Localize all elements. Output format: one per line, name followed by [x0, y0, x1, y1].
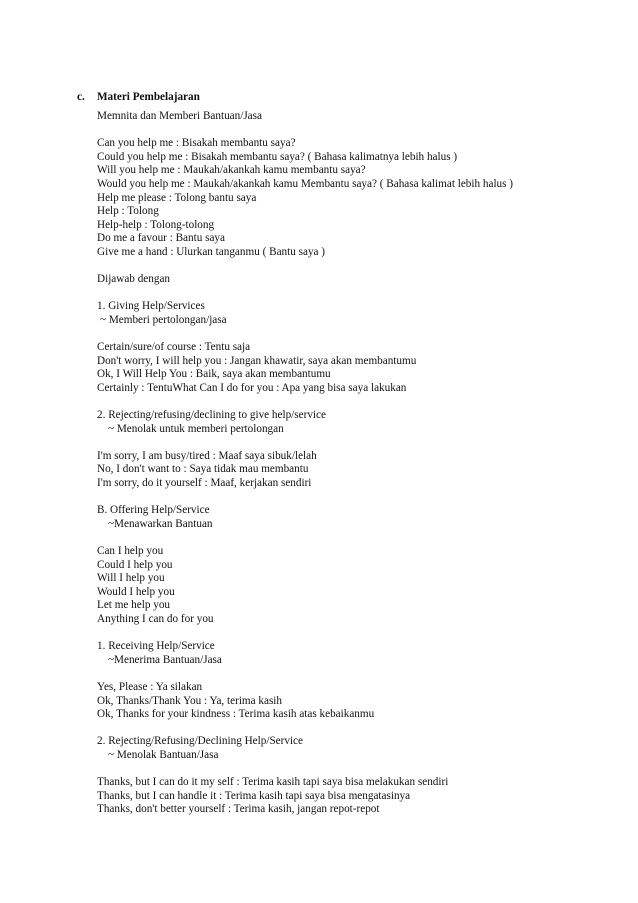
receiving-help-phrases-block	[97, 681, 617, 722]
text-line: 2. Rejecting/Refusing/Declining Help/Service	[97, 735, 303, 748]
text-line: Would you help me : Maukah/akankah kamu Membantu saya? ( Bahasa kalimat lebih halus )	[97, 177, 514, 190]
giving-help-heading-block	[97, 300, 617, 327]
text-line: ~ Menolak untuk memberi pertolongan	[108, 422, 284, 435]
text-line: Thanks, don't better yourself : Terima kasih, jangan repot-repot	[97, 803, 380, 816]
paragraph-gap	[97, 124, 617, 138]
text-line: Certainly : TentuWhat Can I do for you : Apa yang bisa saya lakukan	[97, 381, 407, 394]
paragraph-gap	[97, 287, 617, 301]
text-line: Memnita dan Memberi Bantuan/Jasa	[97, 110, 262, 122]
text-line: Can I help you	[97, 545, 164, 557]
offering-help-phrases-block	[97, 545, 617, 627]
text-line: No, I don't want to : Saya tidak mau membantu	[97, 463, 309, 476]
offering-help-heading-block	[97, 504, 617, 531]
paragraph-gap	[97, 260, 617, 274]
declining-help-phrases-block	[97, 776, 617, 817]
text-line: Don't worry, I will help you : Jangan khawatir, saya akan membantumu	[97, 354, 417, 367]
text-line: Dijawab dengan	[97, 273, 171, 286]
text-line: Give me a hand : Ulurkan tanganmu ( Bantu saya )	[97, 245, 326, 258]
paragraph-gap	[97, 667, 617, 681]
receiving-help-heading-block	[97, 640, 617, 667]
request-phrases-block	[97, 137, 617, 259]
text-line: ~ Memberi pertolongan/jasa	[100, 313, 227, 326]
text-line: I'm sorry, do it yourself : Maaf, kerjakan sendiri	[97, 477, 312, 490]
text-line: Could you help me : Bisakah membantu saya? ( Bahasa kalimatnya lebih halus )	[97, 150, 458, 163]
paragraph-gap	[97, 395, 617, 409]
text-line: Ok, Thanks for your kindness : Terima kasih atas kebaikanmu	[97, 708, 375, 721]
paragraph-gap	[97, 722, 617, 736]
text-line: Help me please : Tolong bantu saya	[97, 191, 257, 204]
text-line: Do me a favour : Bantu saya	[97, 232, 225, 245]
rejecting-help-phrases-block	[97, 450, 617, 491]
text-line: 1. Receiving Help/Service	[97, 640, 215, 653]
giving-help-phrases-block	[97, 341, 617, 395]
text-line: Would I help you	[97, 585, 175, 598]
text-line: Ok, Thanks/Thank You : Ya, terima kasih	[97, 694, 283, 707]
text-line: Anything I can do for you	[97, 612, 214, 625]
paragraph-gap	[97, 627, 617, 641]
text-line: Will you help me : Maukah/akankah kamu membantu saya?	[97, 164, 366, 177]
text-line: Help : Tolong	[97, 205, 159, 218]
section-letter: c.	[77, 91, 85, 103]
text-line: Help-help : Tolong-tolong	[97, 218, 215, 231]
text-line: Yes, Please : Ya silakan	[97, 680, 203, 693]
text-line: Thanks, but I can do it my self : Terima kasih tapi saya bisa melakukan sendiri	[97, 776, 449, 789]
text-line: Thanks, but I can handle it : Terima kasih tapi saya bisa mengatasinya	[97, 789, 411, 802]
section-title: Materi Pembelajaran	[97, 91, 200, 103]
paragraph-gap	[97, 328, 617, 342]
text-line: Will I help you	[97, 572, 165, 585]
text-line: Can you help me : Bisakah membantu saya?	[97, 137, 296, 150]
rejecting-help-heading-block	[97, 409, 617, 436]
paragraph-gap	[97, 531, 617, 545]
subtitle-block	[97, 110, 617, 124]
text-line: 2. Rejecting/refusing/declining to give help/service	[97, 409, 326, 422]
text-line: ~ Menolak Bantuan/Jasa	[108, 748, 219, 761]
declining-help-heading-block	[97, 735, 617, 762]
text-line: I'm sorry, I am busy/tired : Maaf saya sibuk/lelah	[97, 449, 317, 462]
text-line: B. Offering Help/Service	[97, 504, 210, 517]
document-body	[97, 110, 617, 817]
text-line: ~Menerima Bantuan/Jasa	[108, 653, 222, 666]
text-line: Certain/sure/of course : Tentu saja	[97, 341, 251, 354]
paragraph-gap	[97, 491, 617, 505]
paragraph-gap	[97, 763, 617, 777]
text-line: ~Menawarkan Bantuan	[108, 517, 213, 530]
text-line: 1. Giving Help/Services	[97, 300, 205, 313]
text-line: Ok, I Will Help You : Baik, saya akan membantumu	[97, 368, 331, 381]
paragraph-gap	[97, 436, 617, 450]
text-line: Let me help you	[97, 599, 171, 612]
text-line: Could I help you	[97, 558, 173, 571]
answered-with-block	[97, 273, 617, 287]
